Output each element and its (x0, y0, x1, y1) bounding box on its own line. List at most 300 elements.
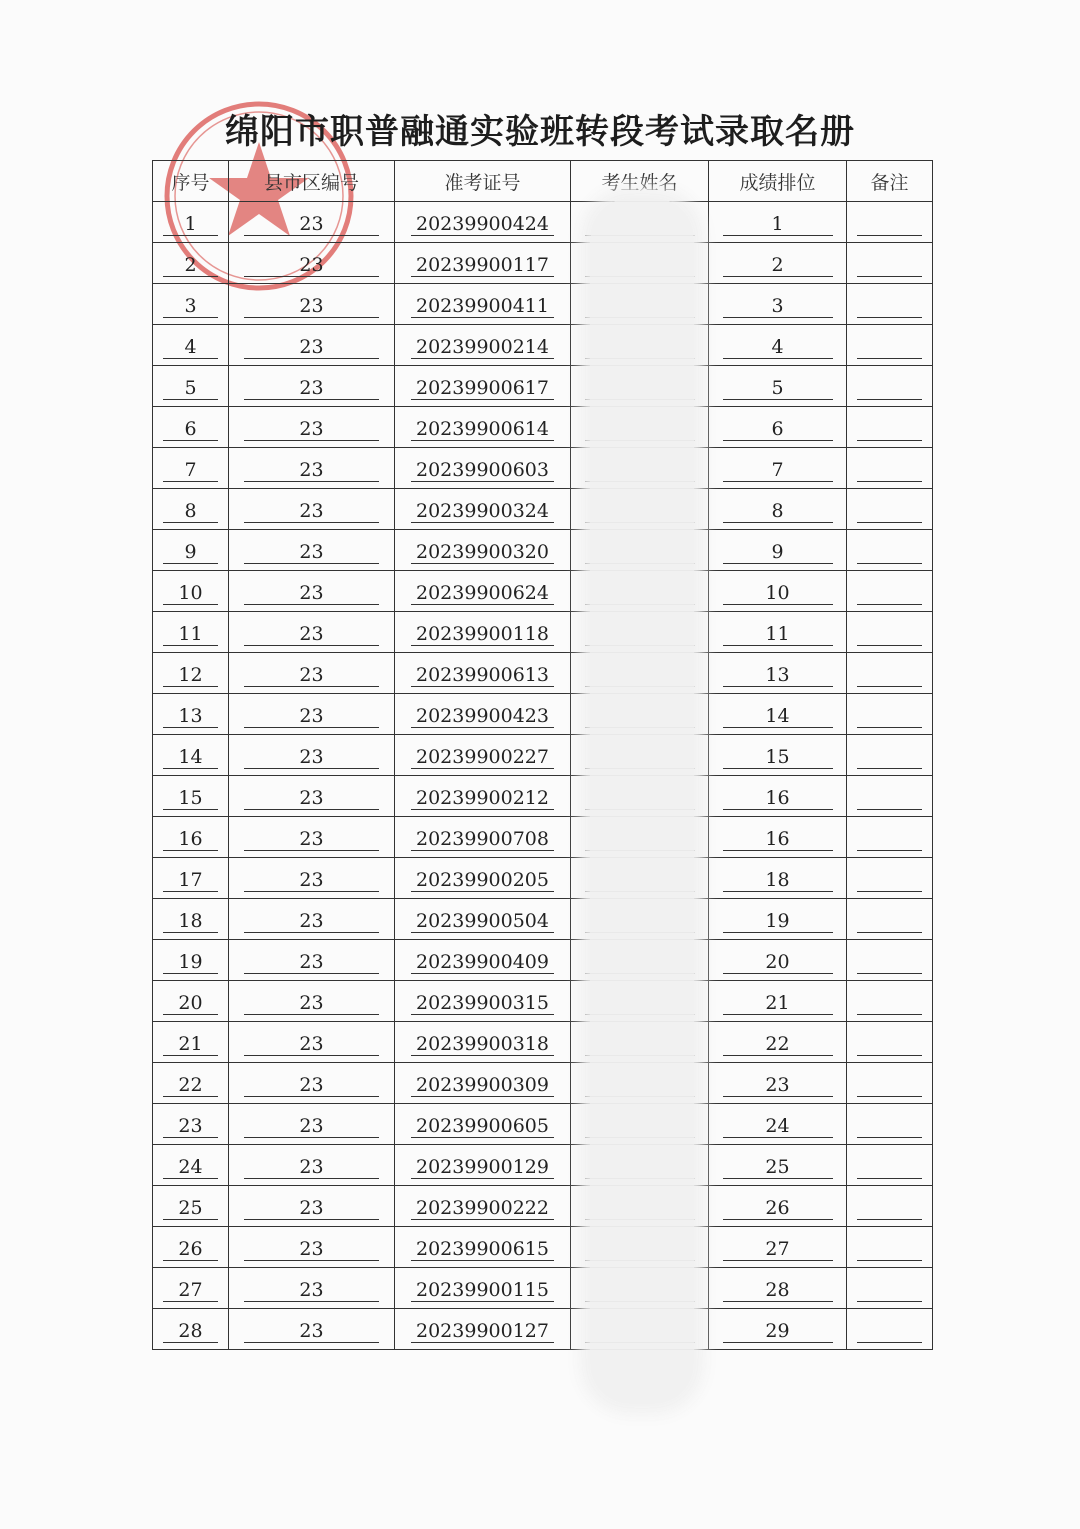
row-district: 23 (244, 1070, 379, 1097)
row-seq: 23 (163, 1111, 218, 1138)
row-seq-cell (153, 530, 229, 571)
row-remark (857, 1234, 921, 1261)
row-remark (857, 1275, 921, 1302)
row-district: 23 (244, 824, 379, 851)
row-district: 23 (244, 619, 379, 646)
row-exam-no: 20239900605 (411, 1111, 554, 1138)
row-rank-cell (709, 981, 847, 1022)
row-district-cell (229, 407, 395, 448)
row-seq: 22 (163, 1070, 218, 1097)
row-district: 23 (244, 742, 379, 769)
row-seq-cell (153, 243, 229, 284)
row-remark-cell (847, 899, 933, 940)
table-row (153, 489, 933, 530)
row-rank-cell (709, 735, 847, 776)
row-seq: 28 (163, 1316, 218, 1343)
row-exam-no-cell (395, 776, 571, 817)
row-district: 23 (244, 1275, 379, 1302)
row-exam-no-cell (395, 817, 571, 858)
row-seq-cell (153, 325, 229, 366)
header-district: 县市区编号 (229, 161, 395, 202)
table-row (153, 899, 933, 940)
row-seq: 12 (163, 660, 218, 687)
row-rank-cell (709, 899, 847, 940)
redacted-names-blur (590, 198, 694, 1404)
row-district-cell (229, 1268, 395, 1309)
row-seq: 14 (163, 742, 218, 769)
row-district: 23 (244, 250, 379, 277)
row-exam-no: 20239900411 (411, 291, 554, 318)
row-remark (857, 537, 921, 564)
row-seq: 2 (163, 250, 218, 277)
row-district: 23 (244, 496, 379, 523)
header-seq: 序号 (153, 161, 229, 202)
row-exam-no: 20239900212 (411, 783, 554, 810)
row-district-cell (229, 325, 395, 366)
row-district-cell (229, 858, 395, 899)
row-exam-no: 20239900222 (411, 1193, 554, 1220)
row-rank-cell (709, 940, 847, 981)
table-row (153, 366, 933, 407)
row-exam-no: 20239900615 (411, 1234, 554, 1261)
row-remark-cell (847, 407, 933, 448)
row-rank: 15 (723, 742, 833, 769)
row-remark-cell (847, 1022, 933, 1063)
table-row (153, 694, 933, 735)
row-rank: 10 (723, 578, 833, 605)
row-remark (857, 824, 921, 851)
row-seq-cell (153, 1063, 229, 1104)
row-seq-cell (153, 1145, 229, 1186)
row-district-cell (229, 1145, 395, 1186)
row-rank-cell (709, 284, 847, 325)
row-seq-cell (153, 1104, 229, 1145)
row-rank: 2 (723, 250, 833, 277)
row-seq-cell (153, 858, 229, 899)
row-remark (857, 414, 921, 441)
row-remark (857, 578, 921, 605)
row-district-cell (229, 571, 395, 612)
row-seq-cell (153, 612, 229, 653)
row-exam-no: 20239900127 (411, 1316, 554, 1343)
row-remark-cell (847, 653, 933, 694)
row-remark (857, 660, 921, 687)
row-rank: 29 (723, 1316, 833, 1343)
row-remark-cell (847, 1145, 933, 1186)
row-rank-cell (709, 858, 847, 899)
row-rank-cell (709, 1309, 847, 1350)
table-row (153, 1268, 933, 1309)
row-exam-no: 20239900318 (411, 1029, 554, 1056)
row-remark (857, 619, 921, 646)
row-district-cell (229, 489, 395, 530)
row-remark (857, 250, 921, 277)
row-district-cell (229, 735, 395, 776)
row-remark (857, 291, 921, 318)
row-seq-cell (153, 940, 229, 981)
row-seq-cell (153, 1227, 229, 1268)
row-district: 23 (244, 701, 379, 728)
row-seq: 16 (163, 824, 218, 851)
row-remark (857, 1070, 921, 1097)
row-district-cell (229, 284, 395, 325)
row-seq: 6 (163, 414, 218, 441)
row-seq-cell (153, 284, 229, 325)
row-district-cell (229, 817, 395, 858)
row-exam-no-cell (395, 1145, 571, 1186)
row-district-cell (229, 243, 395, 284)
row-seq-cell (153, 571, 229, 612)
row-district: 23 (244, 783, 379, 810)
table-row (153, 776, 933, 817)
admission-table (152, 160, 933, 1350)
row-remark-cell (847, 817, 933, 858)
row-exam-no-cell (395, 940, 571, 981)
row-remark (857, 783, 921, 810)
row-remark-cell (847, 530, 933, 571)
row-remark (857, 701, 921, 728)
row-exam-no: 20239900624 (411, 578, 554, 605)
row-exam-no: 20239900614 (411, 414, 554, 441)
row-exam-no: 20239900504 (411, 906, 554, 933)
row-remark-cell (847, 735, 933, 776)
table-row (153, 817, 933, 858)
row-seq-cell (153, 366, 229, 407)
row-district-cell (229, 1309, 395, 1350)
row-remark-cell (847, 1268, 933, 1309)
row-rank: 23 (723, 1070, 833, 1097)
row-district-cell (229, 694, 395, 735)
table-row (153, 530, 933, 571)
row-exam-no-cell (395, 284, 571, 325)
row-remark (857, 906, 921, 933)
row-district-cell (229, 202, 395, 243)
header-rank: 成绩排位 (709, 161, 847, 202)
row-remark (857, 332, 921, 359)
row-exam-no: 20239900613 (411, 660, 554, 687)
row-rank: 20 (723, 947, 833, 974)
table-row (153, 1227, 933, 1268)
row-exam-no-cell (395, 694, 571, 735)
row-exam-no-cell (395, 448, 571, 489)
row-rank: 4 (723, 332, 833, 359)
row-remark-cell (847, 1104, 933, 1145)
row-rank: 22 (723, 1029, 833, 1056)
row-rank: 24 (723, 1111, 833, 1138)
table-header-row (153, 161, 933, 202)
row-district: 23 (244, 414, 379, 441)
row-rank: 18 (723, 865, 833, 892)
row-seq: 17 (163, 865, 218, 892)
row-rank-cell (709, 1227, 847, 1268)
row-seq-cell (153, 489, 229, 530)
row-exam-no-cell (395, 981, 571, 1022)
row-remark (857, 1111, 921, 1138)
row-exam-no-cell (395, 1104, 571, 1145)
row-rank: 26 (723, 1193, 833, 1220)
row-rank-cell (709, 694, 847, 735)
row-rank: 1 (723, 209, 833, 236)
row-rank-cell (709, 366, 847, 407)
row-rank: 9 (723, 537, 833, 564)
row-rank-cell (709, 1022, 847, 1063)
row-seq-cell (153, 1022, 229, 1063)
row-exam-no-cell (395, 571, 571, 612)
row-rank-cell (709, 571, 847, 612)
row-rank: 7 (723, 455, 833, 482)
row-district: 23 (244, 1029, 379, 1056)
row-seq: 21 (163, 1029, 218, 1056)
row-district: 23 (244, 988, 379, 1015)
row-seq: 26 (163, 1234, 218, 1261)
table-row (153, 940, 933, 981)
row-remark-cell (847, 366, 933, 407)
row-rank: 14 (723, 701, 833, 728)
row-exam-no-cell (395, 735, 571, 776)
header-exam-no: 准考证号 (395, 161, 571, 202)
row-rank: 16 (723, 824, 833, 851)
row-remark-cell (847, 1227, 933, 1268)
row-rank-cell (709, 530, 847, 571)
row-district-cell (229, 1227, 395, 1268)
row-rank-cell (709, 202, 847, 243)
row-exam-no-cell (395, 858, 571, 899)
row-rank-cell (709, 243, 847, 284)
row-seq: 25 (163, 1193, 218, 1220)
row-seq: 18 (163, 906, 218, 933)
row-exam-no: 20239900129 (411, 1152, 554, 1179)
row-remark (857, 1152, 921, 1179)
row-district: 23 (244, 1316, 379, 1343)
row-district-cell (229, 981, 395, 1022)
row-seq: 19 (163, 947, 218, 974)
row-remark-cell (847, 325, 933, 366)
table-row (153, 612, 933, 653)
row-exam-no: 20239900424 (411, 209, 554, 236)
row-rank: 8 (723, 496, 833, 523)
row-exam-no-cell (395, 1227, 571, 1268)
row-seq: 8 (163, 496, 218, 523)
row-district: 23 (244, 947, 379, 974)
table-row (153, 202, 933, 243)
row-exam-no: 20239900309 (411, 1070, 554, 1097)
row-remark-cell (847, 940, 933, 981)
table-row (153, 407, 933, 448)
row-seq: 7 (163, 455, 218, 482)
row-rank-cell (709, 776, 847, 817)
row-rank-cell (709, 489, 847, 530)
table-row (153, 653, 933, 694)
row-seq-cell (153, 448, 229, 489)
page-title: 绵阳市职普融通实验班转段考试录取名册 (225, 112, 855, 152)
row-rank-cell (709, 612, 847, 653)
table-row (153, 571, 933, 612)
row-remark-cell (847, 1309, 933, 1350)
row-exam-no-cell (395, 489, 571, 530)
row-remark (857, 496, 921, 523)
row-seq-cell (153, 1309, 229, 1350)
row-seq: 10 (163, 578, 218, 605)
row-remark-cell (847, 243, 933, 284)
row-seq: 4 (163, 332, 218, 359)
table-row (153, 243, 933, 284)
row-rank-cell (709, 653, 847, 694)
row-district: 23 (244, 1193, 379, 1220)
row-exam-no-cell (395, 530, 571, 571)
row-exam-no: 20239900118 (411, 619, 554, 646)
row-exam-no: 20239900617 (411, 373, 554, 400)
row-district-cell (229, 899, 395, 940)
row-remark-cell (847, 489, 933, 530)
table-row (153, 1145, 933, 1186)
table-row (153, 1063, 933, 1104)
row-district: 23 (244, 291, 379, 318)
table-row (153, 284, 933, 325)
row-rank: 27 (723, 1234, 833, 1261)
row-district: 23 (244, 906, 379, 933)
row-exam-no: 20239900117 (411, 250, 554, 277)
row-district: 23 (244, 209, 379, 236)
row-district-cell (229, 940, 395, 981)
row-seq-cell (153, 1268, 229, 1309)
row-rank-cell (709, 1104, 847, 1145)
row-district: 23 (244, 455, 379, 482)
row-rank: 3 (723, 291, 833, 318)
row-exam-no-cell (395, 325, 571, 366)
row-remark (857, 947, 921, 974)
row-exam-no: 20239900227 (411, 742, 554, 769)
row-rank: 21 (723, 988, 833, 1015)
row-district-cell (229, 448, 395, 489)
row-exam-no-cell (395, 1268, 571, 1309)
row-exam-no: 20239900423 (411, 701, 554, 728)
row-seq-cell (153, 202, 229, 243)
row-district-cell (229, 653, 395, 694)
row-remark-cell (847, 981, 933, 1022)
row-exam-no: 20239900315 (411, 988, 554, 1015)
row-remark (857, 742, 921, 769)
row-exam-no-cell (395, 243, 571, 284)
row-rank: 6 (723, 414, 833, 441)
row-exam-no: 20239900115 (411, 1275, 554, 1302)
table-row (153, 1186, 933, 1227)
row-exam-no-cell (395, 407, 571, 448)
row-exam-no: 20239900320 (411, 537, 554, 564)
row-remark-cell (847, 1063, 933, 1104)
row-rank-cell (709, 1186, 847, 1227)
row-remark (857, 988, 921, 1015)
row-seq-cell (153, 653, 229, 694)
row-seq-cell (153, 407, 229, 448)
row-rank: 11 (723, 619, 833, 646)
row-rank: 25 (723, 1152, 833, 1179)
row-exam-no: 20239900603 (411, 455, 554, 482)
row-remark-cell (847, 284, 933, 325)
row-seq: 11 (163, 619, 218, 646)
row-remark-cell (847, 694, 933, 735)
row-rank-cell (709, 1268, 847, 1309)
header-name: 考生姓名 (571, 161, 709, 202)
row-seq: 24 (163, 1152, 218, 1179)
row-remark (857, 865, 921, 892)
row-rank-cell (709, 448, 847, 489)
row-district-cell (229, 530, 395, 571)
table-row (153, 325, 933, 366)
row-rank: 28 (723, 1275, 833, 1302)
table-row (153, 981, 933, 1022)
row-district-cell (229, 612, 395, 653)
row-rank: 16 (723, 783, 833, 810)
row-district: 23 (244, 373, 379, 400)
row-district: 23 (244, 1234, 379, 1261)
row-seq: 5 (163, 373, 218, 400)
row-exam-no: 20239900214 (411, 332, 554, 359)
row-remark-cell (847, 776, 933, 817)
row-rank-cell (709, 1063, 847, 1104)
row-district: 23 (244, 660, 379, 687)
row-exam-no-cell (395, 899, 571, 940)
row-seq-cell (153, 776, 229, 817)
row-exam-no-cell (395, 1022, 571, 1063)
row-remark (857, 373, 921, 400)
row-remark-cell (847, 858, 933, 899)
row-seq: 9 (163, 537, 218, 564)
row-exam-no-cell (395, 653, 571, 694)
row-exam-no: 20239900205 (411, 865, 554, 892)
row-exam-no-cell (395, 202, 571, 243)
table-row (153, 1104, 933, 1145)
row-seq: 3 (163, 291, 218, 318)
row-rank: 5 (723, 373, 833, 400)
row-exam-no: 20239900409 (411, 947, 554, 974)
row-seq-cell (153, 694, 229, 735)
row-seq-cell (153, 817, 229, 858)
row-exam-no-cell (395, 366, 571, 407)
row-seq-cell (153, 1186, 229, 1227)
row-exam-no: 20239900324 (411, 496, 554, 523)
row-seq: 27 (163, 1275, 218, 1302)
row-district-cell (229, 1186, 395, 1227)
row-seq: 1 (163, 209, 218, 236)
row-district: 23 (244, 1111, 379, 1138)
row-district: 23 (244, 332, 379, 359)
row-rank-cell (709, 1145, 847, 1186)
row-seq-cell (153, 899, 229, 940)
row-remark-cell (847, 202, 933, 243)
row-seq: 20 (163, 988, 218, 1015)
row-district: 23 (244, 1152, 379, 1179)
table-row (153, 735, 933, 776)
header-remark: 备注 (847, 161, 933, 202)
row-district: 23 (244, 537, 379, 564)
row-remark-cell (847, 448, 933, 489)
row-district-cell (229, 776, 395, 817)
row-remark (857, 1193, 921, 1220)
row-exam-no: 20239900708 (411, 824, 554, 851)
row-exam-no-cell (395, 612, 571, 653)
table-row (153, 448, 933, 489)
row-rank: 13 (723, 660, 833, 687)
row-remark (857, 455, 921, 482)
row-exam-no-cell (395, 1186, 571, 1227)
row-district: 23 (244, 578, 379, 605)
row-rank-cell (709, 817, 847, 858)
row-remark (857, 1316, 921, 1343)
table-row (153, 1022, 933, 1063)
row-exam-no-cell (395, 1309, 571, 1350)
row-rank-cell (709, 325, 847, 366)
row-remark (857, 209, 921, 236)
